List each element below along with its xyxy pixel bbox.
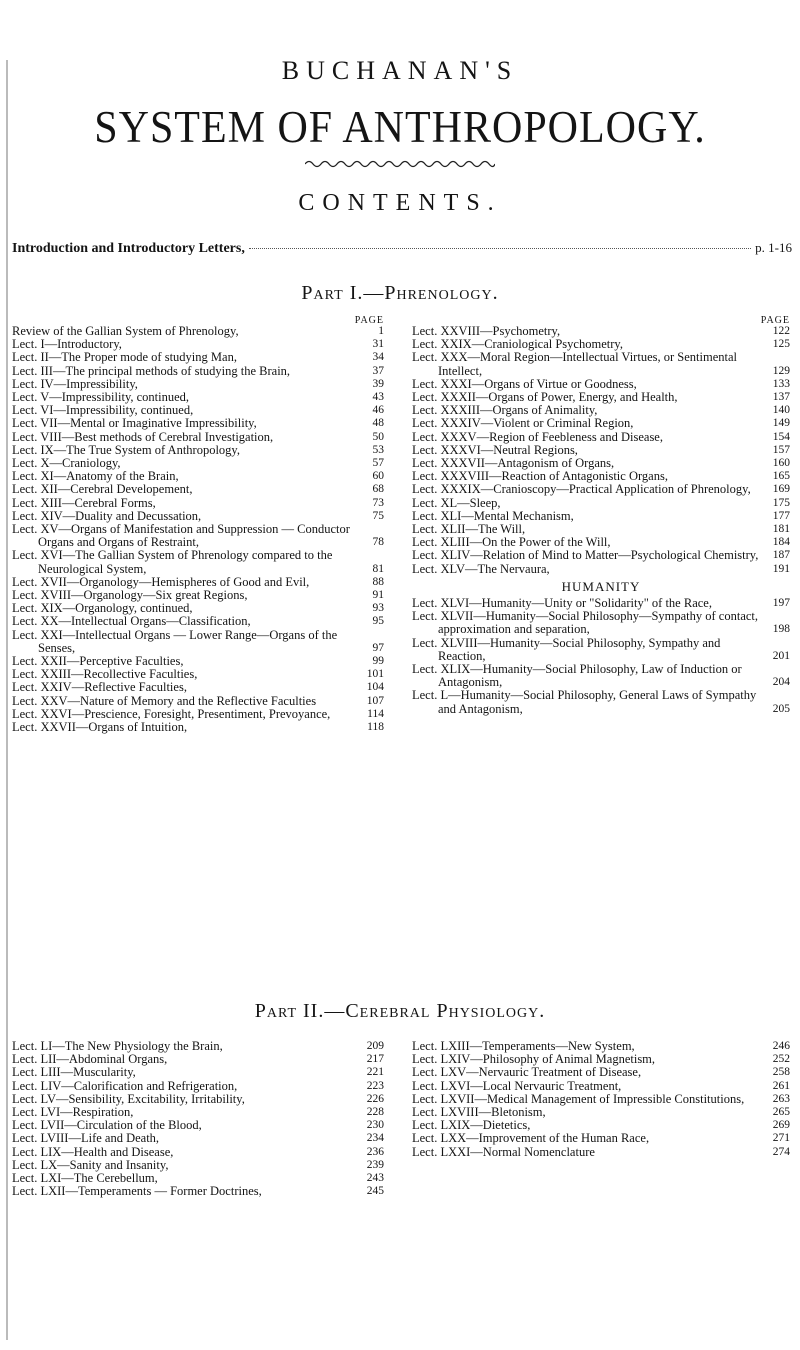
entry-title: Lect. XLIV—Relation of Mind to Matter—Psychological Chemistry, xyxy=(412,548,759,563)
entry-title: Lect. XIX—Organology, continued, xyxy=(12,601,193,616)
entry-title: Lect. LI—The New Physiology the Brain, xyxy=(12,1039,223,1053)
entry-page: 177 xyxy=(772,509,790,522)
entry-page: 157 xyxy=(772,443,790,456)
entry-title: Lect. XLVIII—Humanity—Social Philosophy, Sympathy and Reaction, xyxy=(412,635,721,663)
toc-entry[interactable] xyxy=(412,549,790,562)
entry-title: Lect. XXIII—Recollective Faculties, xyxy=(12,667,198,682)
entry-title: Lect. XLIII—On the Power of the Will, xyxy=(412,535,611,550)
part1-right-column xyxy=(412,314,790,716)
entry-title: Lect. XXIX—Craniological Psychometry, xyxy=(412,337,623,352)
entry-title: Lect. L—Humanity—Social Philosophy, General Laws of Sympathy and Antagonism, xyxy=(412,688,757,716)
scan-edge-line xyxy=(6,60,8,1340)
entry-page: 261 xyxy=(772,1079,790,1092)
toc-entry[interactable] xyxy=(12,431,384,444)
entry-title: Lect. XI—Anatomy of the Brain, xyxy=(12,469,179,484)
entry-page: 198 xyxy=(772,623,790,636)
entry-title: Lect. VI—Impressibility, continued, xyxy=(12,403,194,418)
toc-entry[interactable] xyxy=(412,637,790,663)
entry-page: 43 xyxy=(372,391,384,404)
entry-page: 99 xyxy=(372,655,384,668)
entry-page: 118 xyxy=(367,721,384,734)
entry-page: 239 xyxy=(366,1158,384,1171)
entry-page: 230 xyxy=(366,1119,384,1132)
entry-title: Lect. LXV—Nervauric Treatment of Disease, xyxy=(412,1065,642,1080)
entry-page: 31 xyxy=(372,338,384,351)
toc-entry[interactable] xyxy=(12,365,384,378)
entry-title: Lect. XLI—Mental Mechanism, xyxy=(412,508,574,523)
toc-entry[interactable] xyxy=(412,1066,790,1079)
entry-title: Lect. XXXIII—Organs of Animality, xyxy=(412,403,598,418)
toc-entry[interactable] xyxy=(412,483,790,496)
entry-page: 271 xyxy=(772,1132,790,1145)
toc-entry[interactable] xyxy=(12,549,384,575)
entry-title: Lect. LXVII—Medical Management of Impressible Constitutions, xyxy=(412,1091,745,1106)
entry-title: Lect. LXX—Improvement of the Human Race, xyxy=(412,1131,650,1146)
entry-page: 197 xyxy=(772,597,790,610)
entry-title: Lect. XXXV—Region of Feebleness and Disease, xyxy=(412,429,663,444)
entry-page: 245 xyxy=(366,1185,384,1198)
entry-title: Lect. X—Craniology, xyxy=(12,456,121,471)
entry-title: Lect. XXVI—Prescience, Foresight, Presentiment, Prevoyance, xyxy=(12,706,331,721)
toc-entry[interactable] xyxy=(12,615,384,628)
entry-title: Lect. VIII—Best methods of Cerebral Investigation, xyxy=(12,429,274,444)
entry-title: Lect. XXXVII—Antagonism of Organs, xyxy=(412,456,615,471)
entry-page: 165 xyxy=(772,470,790,483)
entry-title: Lect. IX—The True System of Anthropology, xyxy=(12,442,240,457)
toc-entry[interactable] xyxy=(412,1146,790,1159)
part2-left-column xyxy=(12,1040,384,1198)
entry-page: 53 xyxy=(372,443,384,456)
entry-page: 125 xyxy=(772,338,790,351)
entry-title: Lect. XXXVIII—Reaction of Antagonistic Organs, xyxy=(412,469,668,484)
humanity-subheading: HUMANITY xyxy=(561,578,641,594)
entry-title: Lect. XXXVI—Neutral Regions, xyxy=(412,442,578,457)
entry-title: Lect. XXVIII—Psychometry, xyxy=(412,324,561,338)
toc-entry[interactable] xyxy=(412,497,790,510)
entry-page: 46 xyxy=(372,404,384,417)
entry-title: Lect. LXIII—Temperaments—New System, xyxy=(412,1039,635,1053)
entry-title: Lect. LVII—Circulation of the Blood, xyxy=(12,1118,202,1133)
entry-title: Lect. XLVI—Humanity—Unity or "Solidarity" of the Race, xyxy=(412,596,712,611)
entry-page: 243 xyxy=(366,1172,384,1185)
entry-title: Lect. XXI—Intellectual Organs — Lower Range—Organs of the Senses, xyxy=(12,627,338,655)
entry-title: Lect. LIII—Muscularity, xyxy=(12,1065,136,1080)
entry-title: Lect. VII—Mental or Imaginative Impressibility, xyxy=(12,416,257,431)
toc-entry[interactable] xyxy=(412,417,790,430)
entry-page: 274 xyxy=(772,1145,790,1158)
entry-title: Lect. LIX—Health and Disease, xyxy=(12,1144,174,1159)
entry-title: Lect. XVI—The Gallian System of Phrenology compared to the Neurological System, xyxy=(12,548,333,576)
entry-page: 73 xyxy=(372,496,384,509)
entry-page: 169 xyxy=(772,483,790,496)
entry-title: Lect. LXVIII—Bletonism, xyxy=(412,1105,546,1120)
entry-page: 50 xyxy=(372,430,384,443)
intro-entry[interactable] xyxy=(12,240,792,257)
entry-title: Lect. LV—Sensibility, Excitability, Irritability, xyxy=(12,1091,245,1106)
entry-page: 223 xyxy=(366,1079,384,1092)
toc-entry[interactable] xyxy=(412,431,790,444)
toc-entry[interactable] xyxy=(12,629,384,655)
part1-left-column xyxy=(12,314,384,734)
toc-entry[interactable] xyxy=(12,417,384,430)
entry-title: Lect. LVI—Respiration, xyxy=(12,1105,134,1120)
entry-page: 181 xyxy=(772,523,790,536)
entry-title: Lect. XVIII—Organology—Six great Regions, xyxy=(12,588,248,603)
toc-entry[interactable] xyxy=(412,1080,790,1093)
toc-entry[interactable] xyxy=(12,1132,384,1145)
entry-title: Lect. XII—Cerebral Developement, xyxy=(12,482,193,497)
entry-title: Lect. XVII—Organology—Hemispheres of Good and Evil, xyxy=(12,574,310,589)
entry-page: 57 xyxy=(372,457,384,470)
entry-page: 122 xyxy=(772,325,790,337)
entry-page: 265 xyxy=(772,1106,790,1119)
entry-page: 133 xyxy=(772,377,790,390)
entry-page: 236 xyxy=(366,1145,384,1158)
toc-entry[interactable] xyxy=(12,523,384,549)
entry-page: 269 xyxy=(772,1119,790,1132)
entry-page: 246 xyxy=(772,1040,790,1052)
entry-title: Lect. XIV—Duality and Decussation, xyxy=(12,508,202,523)
entry-page: 107 xyxy=(366,694,384,707)
entry-page: 217 xyxy=(366,1053,384,1066)
entry-page: 160 xyxy=(772,457,790,470)
entry-title: Review of the Gallian System of Phrenology, xyxy=(12,324,239,338)
entry-page: 234 xyxy=(366,1132,384,1145)
toc-entry[interactable] xyxy=(12,1185,384,1198)
toc-entry[interactable] xyxy=(12,695,384,708)
entry-page: 226 xyxy=(366,1092,384,1105)
entry-title: Lect. LII—Abdominal Organs, xyxy=(12,1052,168,1067)
entry-title: Lect. V—Impressibility, continued, xyxy=(12,390,190,405)
entry-page: 75 xyxy=(372,509,384,522)
intro-pages: p. 1-16 xyxy=(755,240,792,255)
entry-page: 101 xyxy=(366,668,384,681)
entry-page: 201 xyxy=(772,649,790,662)
entry-title: Lect. XLIX—Humanity—Social Philosophy, Law of Induction or Antagonism, xyxy=(412,662,742,690)
entry-title: Lect. LXI—The Cerebellum, xyxy=(12,1171,158,1186)
entry-page: 93 xyxy=(372,602,384,615)
entry-page: 97 xyxy=(372,641,384,654)
entry-title: Lect. XL—Sleep, xyxy=(412,495,501,510)
entry-page: 129 xyxy=(772,364,790,377)
entry-title: Lect. LXVI—Local Nervauric Treatment, xyxy=(412,1078,622,1093)
entry-page: 78 xyxy=(372,536,384,549)
toc-entry[interactable] xyxy=(412,351,790,377)
entry-title: Lect. XX—Intellectual Organs—Classification, xyxy=(12,614,251,629)
page-column-head: PAGE xyxy=(760,315,790,326)
entry-title: Lect. LXIX—Dietetics, xyxy=(412,1118,531,1133)
entry-page: 88 xyxy=(372,575,384,588)
part2-right-column xyxy=(412,1040,790,1159)
toc-entry[interactable] xyxy=(412,1132,790,1145)
toc-entry[interactable] xyxy=(12,1066,384,1079)
entry-page: 221 xyxy=(366,1066,384,1079)
entry-page: 68 xyxy=(372,483,384,496)
entry-title: Lect. IV—Impressibility, xyxy=(12,376,138,391)
entry-title: Lect. XXXIX—Cranioscopy—Practical Application of Phrenology, xyxy=(412,482,751,497)
toc-entry[interactable] xyxy=(412,610,790,636)
entry-title: Lect. XXII—Perceptive Faculties, xyxy=(12,654,184,669)
book-title: SYSTEM OF ANTHROPOLOGY. xyxy=(94,103,706,153)
contents-heading: CONTENTS. xyxy=(298,190,502,216)
toc-entry[interactable] xyxy=(412,689,790,715)
entry-page: 37 xyxy=(372,364,384,377)
author-heading: BUCHANAN'S xyxy=(281,56,519,85)
entry-page: 258 xyxy=(772,1066,790,1079)
entry-page: 60 xyxy=(372,470,384,483)
entry-page: 263 xyxy=(772,1092,790,1105)
entry-page: 114 xyxy=(367,707,384,720)
entry-page: 140 xyxy=(772,404,790,417)
entry-title: Lect. XXIV—Reflective Faculties, xyxy=(12,680,187,695)
entry-title: Lect. XXXII—Organs of Power, Energy, and Health, xyxy=(412,390,678,405)
entry-title: Lect. XXXIV—Violent or Criminal Region, xyxy=(412,416,634,431)
wavy-rule-ornament xyxy=(305,158,495,170)
entry-title: Lect. III—The principal methods of studying the Brain, xyxy=(12,363,291,378)
entry-page: 104 xyxy=(366,681,384,694)
entry-title: Lect. LXXI—Normal Nomenclature xyxy=(412,1144,595,1159)
entry-page: 252 xyxy=(772,1053,790,1066)
entry-page: 137 xyxy=(772,391,790,404)
entry-title: Lect. XIII—Cerebral Forms, xyxy=(12,495,156,510)
entry-page: 149 xyxy=(772,417,790,430)
toc-entry[interactable] xyxy=(12,681,384,694)
intro-label: Introduction and Introductory Letters, xyxy=(12,241,245,256)
entry-page: 191 xyxy=(772,562,790,575)
entry-title: Lect. LX—Sanity and Insanity, xyxy=(12,1157,169,1172)
entry-page: 48 xyxy=(372,417,384,430)
entry-page: 205 xyxy=(772,702,790,715)
toc-entry[interactable] xyxy=(412,663,790,689)
entry-page: 228 xyxy=(366,1106,384,1119)
entry-page: 34 xyxy=(372,351,384,364)
toc-entry[interactable] xyxy=(12,483,384,496)
entry-title: Lect. XLV—The Nervaura, xyxy=(412,561,550,576)
entry-title: Lect. XXV—Nature of Memory and the Reflective Faculties xyxy=(12,693,317,708)
entry-title: Lect. XXXI—Organs of Virtue or Goodness, xyxy=(412,376,637,391)
dot-leader xyxy=(249,248,751,249)
entry-title: Lect. XXVII—Organs of Intuition, xyxy=(12,720,188,735)
entry-title: Lect. XXX—Moral Region—Intellectual Virtues, or Sentimental Intellect, xyxy=(412,350,737,378)
toc-entry[interactable] xyxy=(12,351,384,364)
part2-heading: Part II.—Cerebral Physiology. xyxy=(254,1000,546,1022)
entry-title: Lect. I—Introductory, xyxy=(12,337,122,352)
entry-title: Lect. LVIII—Life and Death, xyxy=(12,1131,160,1146)
entry-title: Lect. LXIV—Philosophy of Animal Magnetism, xyxy=(412,1052,656,1067)
page-column-head: PAGE xyxy=(354,315,384,326)
entry-title: Lect. LIV—Calorification and Refrigeration, xyxy=(12,1078,238,1093)
toc-entry[interactable] xyxy=(12,497,384,510)
entry-page: 184 xyxy=(772,536,790,549)
entry-title: Lect. LXII—Temperaments — Former Doctrines, xyxy=(12,1184,262,1199)
entry-page: 91 xyxy=(372,589,384,602)
part1-heading: Part I.—Phrenology. xyxy=(301,282,499,304)
entry-title: Lect. II—The Proper mode of studying Man, xyxy=(12,350,237,365)
toc-entry[interactable] xyxy=(12,1146,384,1159)
toc-entry[interactable] xyxy=(12,1080,384,1093)
entry-page: 187 xyxy=(772,549,790,562)
entry-title: Lect. XV—Organs of Manifestation and Suppression — Conductor Organs and Organs of Restraint, xyxy=(12,522,350,550)
entry-page: 81 xyxy=(372,562,384,575)
entry-page: 175 xyxy=(772,496,790,509)
toc-entry[interactable] xyxy=(12,721,384,734)
entry-title: Lect. XLII—The Will, xyxy=(412,522,526,537)
toc-entry[interactable] xyxy=(412,563,790,576)
entry-page: 204 xyxy=(772,676,790,689)
entry-page: 209 xyxy=(366,1040,384,1052)
entry-page: 1 xyxy=(378,325,384,337)
entry-title: Lect. XLVII—Humanity—Social Philosophy—Sympathy of contact, approximation and separation, xyxy=(412,609,759,637)
entry-page: 39 xyxy=(372,377,384,390)
entry-page: 154 xyxy=(772,430,790,443)
entry-page: 95 xyxy=(372,615,384,628)
